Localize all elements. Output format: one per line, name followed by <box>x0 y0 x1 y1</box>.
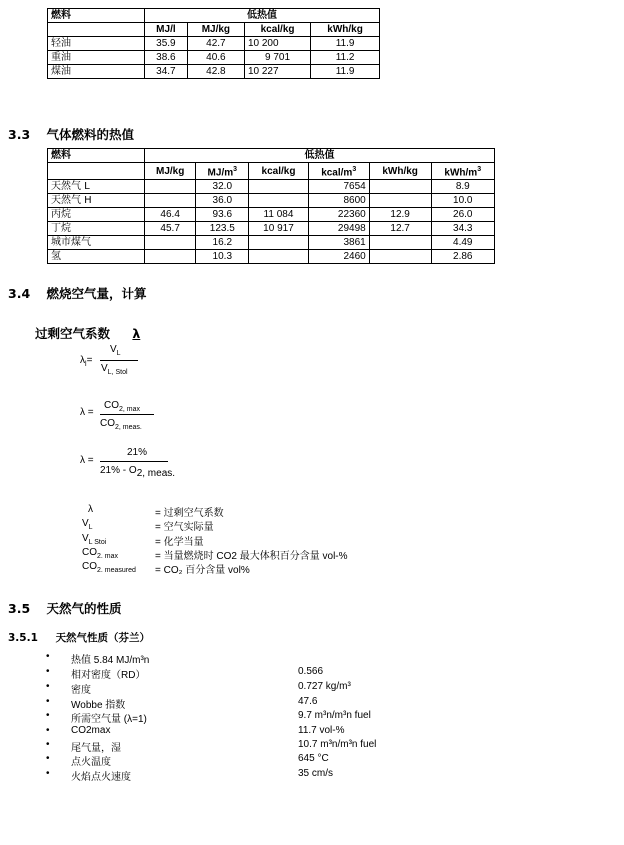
fraction-bar <box>100 414 154 415</box>
unit-header <box>196 163 249 180</box>
cell: 42.7 <box>187 37 244 51</box>
cell: 7654 <box>308 180 369 194</box>
unit-header: kWh/kg <box>311 23 380 37</box>
excess-air-symbol: λ <box>132 326 141 341</box>
bullet: • <box>46 710 50 721</box>
denominator-subscript: 2, meas. <box>115 424 142 431</box>
liquid-fuel-table <box>47 8 380 79</box>
cell: 93.6 <box>196 208 249 222</box>
unit-header: MJ/kg <box>187 23 244 37</box>
formula-excess-air-volume <box>80 344 200 384</box>
cell: 8.9 <box>431 180 494 194</box>
unit-header <box>308 163 369 180</box>
cell <box>145 194 196 208</box>
unit-text: kWh/m <box>444 167 478 179</box>
table-row <box>48 222 495 236</box>
fuel-name: 丙烷 <box>48 208 145 222</box>
section-number: 3.5.1 <box>8 632 38 644</box>
numerator <box>110 344 121 357</box>
cell <box>249 250 308 264</box>
numerator-subscript: L <box>116 350 121 357</box>
formula-lhs <box>80 355 92 368</box>
property-label: Wobbe 指数 <box>71 700 126 711</box>
cell <box>249 194 308 208</box>
symbol-subscript: 2. max <box>97 553 119 560</box>
cell: 35.9 <box>145 37 188 51</box>
unit-header <box>431 163 494 180</box>
table-row <box>48 37 380 51</box>
cell <box>145 250 196 264</box>
formula-excess-air-o2 <box>80 447 230 487</box>
property-label: 热值 5.84 MJ/m³n <box>71 655 150 666</box>
numerator: 21% <box>127 447 148 458</box>
definition-text: = 空气实际量 <box>155 522 214 533</box>
section-title: 天然气的性质 <box>46 601 122 616</box>
property-value: 0.566 <box>298 666 324 677</box>
cell: 46.4 <box>145 208 196 222</box>
equals-sign: = <box>86 355 93 366</box>
property-value: 9.7 m³n/m³n fuel <box>298 710 371 721</box>
cell: 2460 <box>308 250 369 264</box>
definition-symbol <box>88 504 93 515</box>
definition-symbol <box>82 518 93 531</box>
unit-header: MJ/kg <box>145 163 196 180</box>
unit-superscript: 3 <box>477 166 482 173</box>
bullet: • <box>46 768 50 779</box>
bullet: • <box>46 651 50 662</box>
cell <box>249 180 308 194</box>
denominator <box>101 363 128 376</box>
blank-cell <box>48 163 145 180</box>
bullet: • <box>46 666 50 677</box>
section-heading-3-5 <box>8 599 122 617</box>
property-value: 11.7 vol-% <box>298 725 345 736</box>
equals-sign: = <box>87 455 94 466</box>
unit-text: MJ/m <box>207 167 234 179</box>
property-label: CO2max <box>71 725 111 736</box>
cell <box>369 250 431 264</box>
cell: 3861 <box>308 236 369 250</box>
cell: 10 200 <box>244 37 310 51</box>
fuel-name: 氢 <box>48 250 145 264</box>
property-label: 尾气量，湿 <box>71 743 121 754</box>
fuel-name: 煤油 <box>48 65 145 79</box>
bullet: • <box>46 725 50 736</box>
unit-superscript: 3 <box>233 166 238 173</box>
cell: 123.5 <box>196 222 249 236</box>
table-row <box>48 51 380 65</box>
table-row <box>48 208 495 222</box>
lhs-subscript: l <box>85 361 87 368</box>
symbol-subscript: L <box>88 524 93 531</box>
cell: 34.7 <box>145 65 188 79</box>
property-value: 47.6 <box>298 696 318 707</box>
cell: 11 084 <box>249 208 308 222</box>
section-heading-3-5-1 <box>8 630 150 645</box>
section-heading-3-3 <box>8 125 134 143</box>
definition-text: = 过剩空气系数 <box>155 508 224 519</box>
lhs-symbol: λ <box>80 355 85 366</box>
cell: 16.2 <box>196 236 249 250</box>
numerator-symbol: V <box>110 344 117 355</box>
table-row <box>48 194 495 208</box>
denominator-subscript: L, Stol <box>107 369 128 376</box>
numerator <box>104 400 140 413</box>
fraction-bar <box>100 461 168 462</box>
cell: 9 701 <box>244 51 310 65</box>
definition-symbol <box>82 561 136 574</box>
unit-header: kcal/kg <box>249 163 308 180</box>
cell: 45.7 <box>145 222 196 236</box>
cell: 36.0 <box>196 194 249 208</box>
gas-fuel-table <box>47 148 495 264</box>
cell: 29498 <box>308 222 369 236</box>
symbol-text: λ <box>88 504 93 515</box>
blank-cell <box>48 23 145 37</box>
property-value: 35 cm/s <box>298 768 334 779</box>
symbol-text: CO <box>82 561 97 572</box>
unit-header: MJ/l <box>145 23 188 37</box>
cell <box>369 194 431 208</box>
numerator-symbol: CO <box>104 400 119 411</box>
numerator-subscript: 2, max <box>119 406 141 413</box>
formula-lhs <box>80 455 94 466</box>
fuel-header: 燃料 <box>48 9 145 23</box>
fuel-name: 城市煤气 <box>48 236 145 250</box>
cell: 42.8 <box>187 65 244 79</box>
section-number: 3.5 <box>8 601 31 616</box>
denominator-symbol: 21% - O <box>100 465 137 476</box>
section-number: 3.3 <box>8 127 31 142</box>
denominator <box>100 418 142 431</box>
section-title: 燃烧空气量，计算 <box>46 286 147 301</box>
symbol-text: V <box>82 533 89 544</box>
cell: 22360 <box>308 208 369 222</box>
denominator <box>100 465 175 479</box>
cell <box>145 180 196 194</box>
property-value: 0.727 kg/m³ <box>298 681 351 692</box>
fuel-header: 燃料 <box>48 149 145 163</box>
lhv-header: 低热值 <box>145 9 380 23</box>
symbol-text: V <box>82 518 89 529</box>
unit-header: kWh/kg <box>369 163 431 180</box>
symbol-text: CO <box>82 547 97 558</box>
property-value: 10.7 m³n/m³n fuel <box>298 739 377 750</box>
equals-sign: = <box>87 407 94 418</box>
unit-text: kcal/m <box>321 167 353 179</box>
excess-air-title: 过剩空气系数 <box>35 326 111 341</box>
fraction-bar <box>100 360 138 361</box>
section-title: 天然气性质（芬兰） <box>55 632 151 644</box>
property-label: 所需空气量 (λ=1) <box>71 714 147 725</box>
property-label: 点火温度 <box>71 757 111 768</box>
excess-air-heading <box>35 324 140 342</box>
table-row <box>48 250 495 264</box>
cell <box>369 236 431 250</box>
table-row <box>48 65 380 79</box>
denominator-symbol: CO <box>100 418 115 429</box>
property-label: 火焰点火速度 <box>71 772 131 783</box>
fuel-name: 天然气 L <box>48 180 145 194</box>
cell: 10.3 <box>196 250 249 264</box>
fuel-name: 轻油 <box>48 37 145 51</box>
table-row <box>48 180 495 194</box>
fuel-name: 天然气 H <box>48 194 145 208</box>
lhs-symbol: λ <box>80 455 85 466</box>
cell <box>249 236 308 250</box>
definition-text: = 当量燃烧时 CO2 最大体积百分含量 vol-% <box>155 551 348 562</box>
section-title: 气体燃料的热值 <box>46 127 135 142</box>
fuel-name: 重油 <box>48 51 145 65</box>
property-value: 645 °C <box>298 753 329 764</box>
unit-header: kcal/kg <box>244 23 310 37</box>
denominator-subscript: 2, meas. <box>136 468 176 479</box>
unit-superscript: 3 <box>352 166 357 173</box>
property-label: 相对密度（RD） <box>71 670 146 681</box>
cell: 11.9 <box>311 37 380 51</box>
cell <box>369 180 431 194</box>
section-heading-3-4 <box>8 284 147 302</box>
bullet: • <box>46 696 50 707</box>
cell: 12.9 <box>369 208 431 222</box>
cell: 12.7 <box>369 222 431 236</box>
definition-text: = 化学当量 <box>155 537 204 548</box>
formula-excess-air-co2 <box>80 400 220 440</box>
cell: 34.3 <box>431 222 494 236</box>
bullet: • <box>46 739 50 750</box>
definition-symbol <box>82 547 118 560</box>
cell: 10.0 <box>431 194 494 208</box>
definition-symbol <box>82 533 106 546</box>
cell: 4.49 <box>431 236 494 250</box>
definition-text: = CO₂ 百分含量 vol% <box>155 565 250 576</box>
denominator-symbol: V <box>101 363 108 374</box>
cell: 10 917 <box>249 222 308 236</box>
fuel-name: 丁烷 <box>48 222 145 236</box>
lhv-header: 低热值 <box>145 149 495 163</box>
cell: 40.6 <box>187 51 244 65</box>
cell: 10 227 <box>244 65 310 79</box>
cell: 32.0 <box>196 180 249 194</box>
cell <box>145 236 196 250</box>
cell: 8600 <box>308 194 369 208</box>
symbol-subscript: L Stoi <box>88 539 107 546</box>
cell: 2.86 <box>431 250 494 264</box>
formula-lhs <box>80 407 94 418</box>
table-row <box>48 236 495 250</box>
cell: 26.0 <box>431 208 494 222</box>
cell: 11.2 <box>311 51 380 65</box>
bullet: • <box>46 753 50 764</box>
bullet: • <box>46 681 50 692</box>
cell: 38.6 <box>145 51 188 65</box>
lhs-symbol: λ <box>80 407 85 418</box>
section-number: 3.4 <box>8 286 31 301</box>
property-label: 密度 <box>71 685 91 696</box>
symbol-subscript: 2. measured <box>97 567 136 574</box>
cell: 11.9 <box>311 65 380 79</box>
